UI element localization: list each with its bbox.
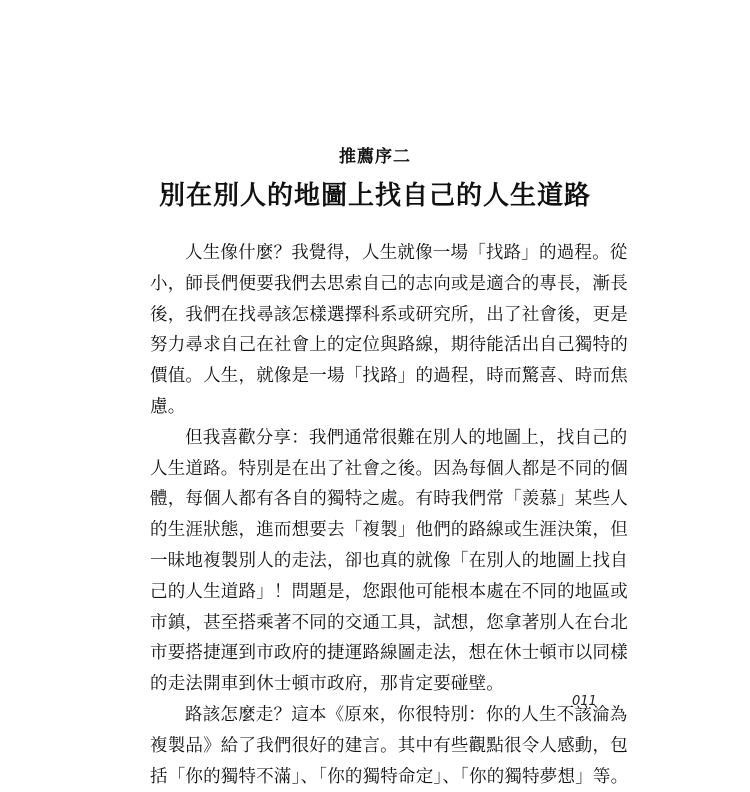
paragraph-line: 的走法開車到休士頓市政府，那肯定要碰壁。	[150, 674, 504, 695]
page-number: 011	[572, 694, 597, 709]
paragraph-line: 努力尋求自己在社會上的定位與路線，期待能活出自己獨特的	[150, 335, 628, 356]
paragraph-line: 的生涯狀態，進而想要去「複製」他們的路線或生涯決策，但	[150, 520, 628, 541]
paragraph-line: 市要搭捷運到市政府的捷運路線圖走法，想在休士頓市以同樣	[150, 643, 628, 664]
paragraph-line: 一昧地複製別人的走法，卻也真的就像「在別人的地圖上找自	[150, 550, 628, 571]
paragraph-line: 體，每個人都有各自的獨特之處。有時我們常「羨慕」某些人	[150, 489, 628, 510]
paragraph-line: 路該怎麼走？這本《原來，你很特別：你的人生不該淪為	[185, 704, 628, 725]
paragraph-line: 後，我們在找尋該怎樣選擇科系或研究所，出了社會後，更是	[150, 304, 628, 325]
paragraph-line: 但我喜歡分享：我們通常很難在別人的地圖上，找自己的	[185, 427, 628, 448]
paragraph-line: 小，師長們便要我們去思索自己的志向或是適合的專長，漸長	[150, 273, 628, 294]
paragraph-line: 己的人生道路」！問題是，您跟他可能根本處在不同的地區或	[150, 581, 628, 602]
body-text	[150, 238, 629, 792]
paragraph-line: 括「你的獨特不滿」、「你的獨特命定」、「你的獨特夢想」等。	[150, 766, 629, 787]
paragraph-line: 複製品》給了我們很好的建言。其中有些觀點很令人感動，包	[150, 735, 628, 756]
paragraph-line: 人生道路。特別是在出了社會之後。因為每個人都是不同的個	[150, 458, 628, 479]
paragraph-line: 慮。	[150, 396, 186, 417]
page-title: 別在別人的地圖上找自己的人生道路	[158, 181, 591, 211]
paragraph-line: 人生像什麼？我覺得，人生就像一場「找路」的過程。從	[185, 243, 628, 263]
section-label: 推薦序二	[339, 147, 411, 167]
paragraph-line: 價值。人生，就像是一場「找路」的過程，時而驚喜、時而焦	[150, 366, 628, 387]
paragraph-line: 市鎮，甚至搭乘著不同的交通工具，試想，您拿著別人在台北	[150, 612, 628, 633]
